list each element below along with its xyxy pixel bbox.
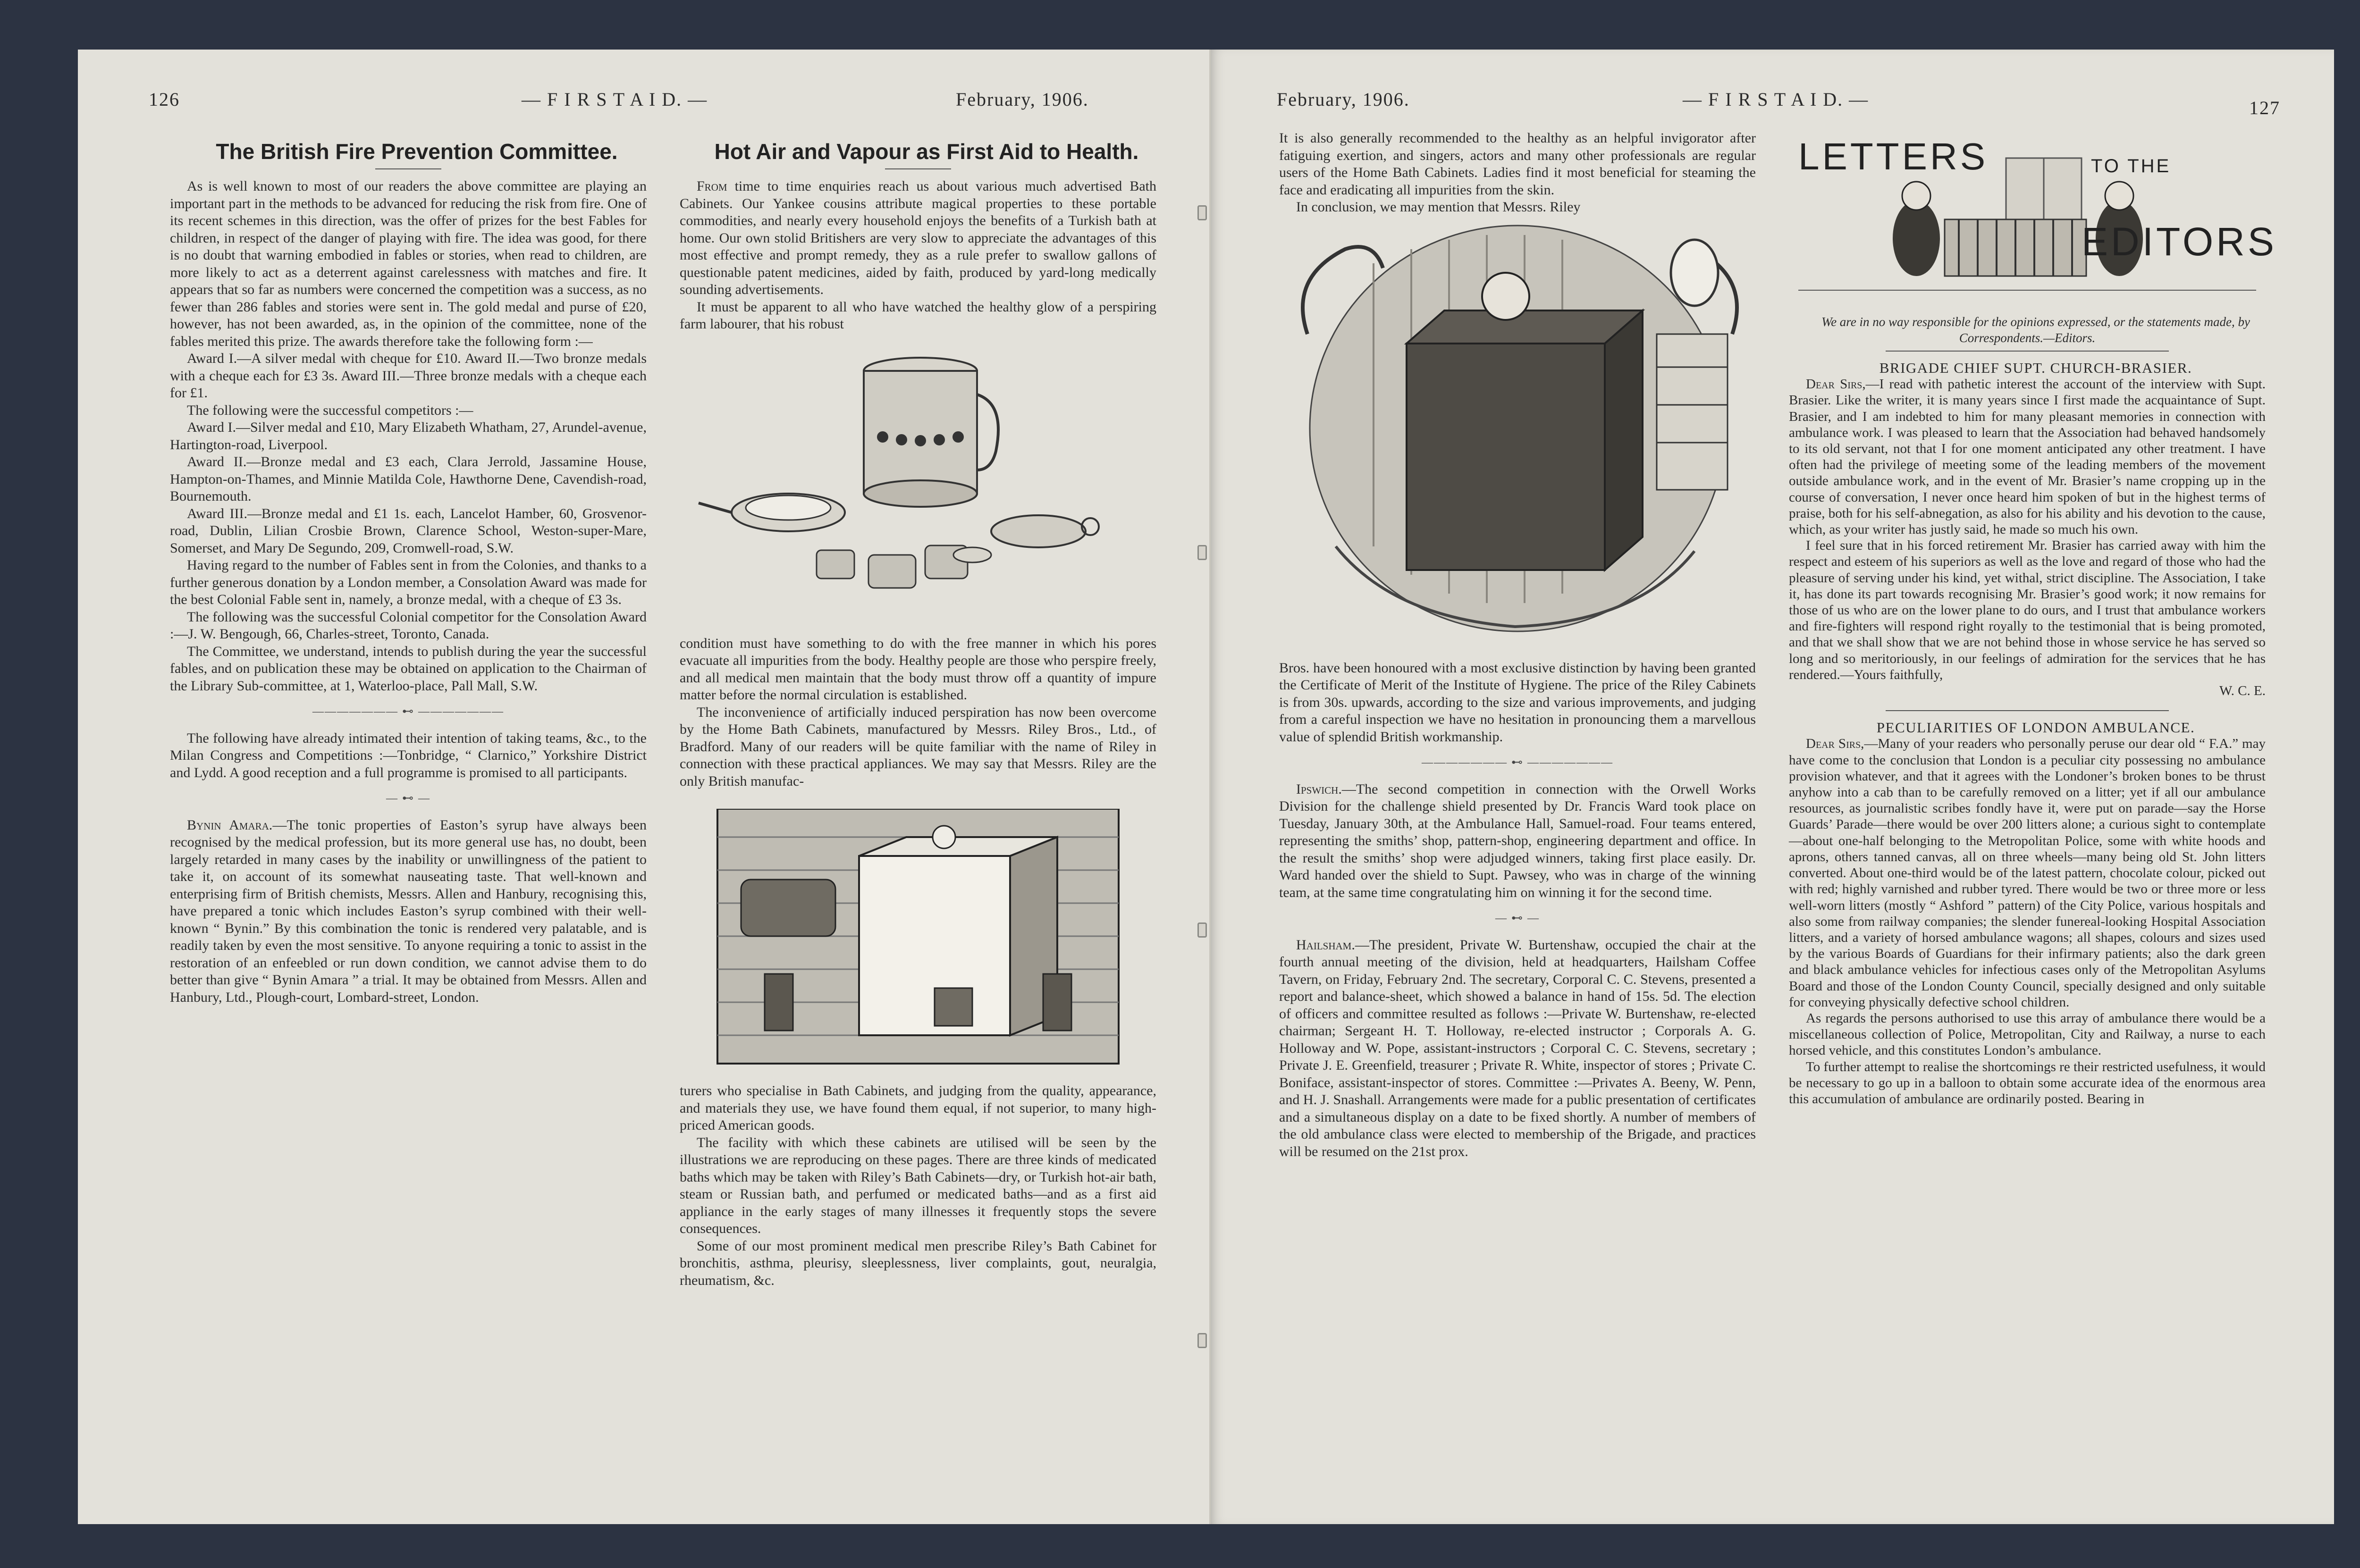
- magazine-spread: [78, 50, 2334, 1524]
- paragraph: The facility with which these cabinets are utilised will be seen by the illustrations we are reproducing on these pages. There are three kinds of medicated baths which may be taken with Riley’s Bath Cabinets—dry, or Turkish hot-air bath, steam or Russian bath, and perfumed or medicated baths—and as a first aid appliance in the early stages of many illnesses it frequently stops the severe consequences.: [680, 1134, 1156, 1236]
- article-heading: The British Fire Prevention Committee.: [216, 139, 618, 164]
- vapour-apparatus-image: [680, 333, 1156, 635]
- running-title: — F I R S T A I D. —: [522, 89, 708, 110]
- drop-lead: From: [697, 178, 727, 194]
- section-rule: [1886, 351, 2169, 352]
- ornament-divider: — ⊷ —: [1495, 912, 1540, 924]
- letter-text: —Many of your readers who personally peruse our dear old “ F.A.” may have come to the conclusion that London is a peculiar city possessing no ambulance provision whatever, and that it agrees with the Londoner’s broken bones to be thrust anyhow into a cab than to be carefully removed on a litter; yet if all our ambulance resources, as journalistic scribes fondly have it, were put on parade—say the Horse Guards’ Parade—there would be over 200 litters alone; a curious sight to contemplate—about one-half belonging to the Metropolitan Police, some with white hoods and aprons, others tanned canvas, all on three wheels—many being old St. John litters converted. About one-third would be of the latest pattern, chocolate colour, picked out with red; highly varnished and rubber tyred. There would be two or three more or less well-worn litters (mostly “ Ashford ” pattern) of the City Police, various hospitals and also some from railway companies; the slender funereal-looking Hospital Association litters, and a variety of horsed ambulance wagons; all shapes, colours and sizes used by the various Boards of Guardians for their infirmary patients; also the dark green and black ambulance vehicles for infectious cases only of the Metropolitan Asylums Board and those of the London County Council, specially designed and only suitable for conveying physically defective school children.: [1789, 736, 2266, 1010]
- letter-paragraph: [1789, 376, 2266, 537]
- paragraph: Some of our most prominent medical men prescribe Riley’s Bath Cabinet for bronchitis, asthma, pleurisy, sleeplessness, liver complaints, gout, neuralgia, rheumatism, &c.: [680, 1238, 1156, 1288]
- paragraph: Award II.—Bronze medal and £3 each, Clara Jerrold, Jassamine House, Hampton-on-Thames, and Minnie Matilda Cole, Hawthorne Dene, Cavendish-road, Bournemouth.: [170, 454, 647, 504]
- letter-signature: W. C. E.: [2219, 683, 2266, 699]
- column-fire-prevention: [170, 139, 647, 1006]
- binding-staple: [1197, 922, 1207, 938]
- paragraph: The following have already intimated their intention of taking teams, &c., to the Milan Congress and Competitions :—Tonbridge, “ Clarnico,” Yorkshire District and Lydd. A good reception and a full programme is promised to all participants.: [170, 730, 647, 780]
- paragraph: Award I.—Silver medal and £10, Mary Elizabeth Whatham, 27, Arundel-avenue, Hartington-road, Liverpool.: [170, 419, 647, 453]
- vapour-apparatus-illustration: [680, 333, 1156, 635]
- ipswich-paragraph: [1279, 781, 1756, 902]
- page-date: February, 1906.: [1277, 89, 1410, 110]
- right-page: [1211, 50, 2334, 1524]
- salutation: Dear Sirs,: [1806, 377, 1866, 392]
- cabinet-oval-illustration: [1279, 216, 1756, 660]
- paragraph: It must be apparent to all who have watched the healthy glow of a perspiring farm labourer, that his robust: [680, 299, 1156, 332]
- bath-cabinet-room-image: [680, 809, 1156, 1073]
- ornament-divider: — ⊷ —: [386, 792, 430, 805]
- page-number: 126: [149, 89, 180, 110]
- binding-staple: [1197, 1333, 1207, 1348]
- paragraph: In conclusion, we may mention that Messrs. Riley: [1296, 199, 1581, 215]
- editorial-disclaimer: We are in no way responsible for the opinions expressed, or the statements made, by Correspondents.—Editors.: [1821, 315, 2250, 345]
- paragraph: It is also generally recommended to the healthy as an helpful invigorator after fatiguing exertion, and singers, actors and many other professionals are regular users of the Home Bath Cabinets. Ladies find it most beneficial for steaming the face and eradicating all impurities from the skin.: [1279, 130, 1756, 198]
- binding-staple: [1197, 545, 1207, 560]
- letter-paragraph: As regards the persons authorised to use this array of ambulance there would be a miscellaneous collection of Police, Metropolitan, City and Railway, a nurse to each horsed vehicle, and this constitutes London’s ambulance.: [1789, 1010, 2266, 1058]
- intro-text: time to time enquiries reach us about various much advertised Bath Cabinets. Our Yankee cousins attribute magical properties to these portable commodities, and nearly every household enjoys the benefits of a Turkish bath at home. Our own stolid Britishers are very slow to appreciate the advantages of this most effective and prompt remedy, they as a rule prefer to swallow gallons of questionable patent medicines, aided by faith, produced by yard-long medically sounding advertisements.: [680, 178, 1156, 297]
- paragraph: The following was the successful Colonial competitor for the Consolation Award :—J. W. Bengough, 66, Charles-street, Toronto, Canada.: [170, 609, 647, 642]
- ornament-divider: ——————— ⊷ ———————: [1422, 756, 1613, 769]
- column-hot-air: [680, 139, 1156, 1289]
- hailsham-paragraph: [1279, 937, 1756, 1161]
- paragraph: As is well known to most of our readers the above committee are playing an important part in the methods to be advanced for reducing the risk from fire. One of its recent schemes in this direction, was the offer of prizes for the best Fables for children, in respect of the danger of playing with fire. The idea was good, for there is no doubt that warning embodied in fables or stories, when read to children, are more likely to act as a deterrent against carelessness with matches and fire. It appears that so far as numbers were concerned the competition was a success, as no fewer than 286 fables and stories were sent in. The gold medal and purse of £20, however, has not been awarded, as, in the opinion of the committee, none of the fables merited this prize. The awards therefore take the following form :—: [170, 178, 647, 349]
- hailsham-lead: Hailsham.: [1296, 937, 1355, 953]
- paragraph: The inconvenience of artificially induced perspiration has now been overcome by the Home Bath Cabinets, manufactured by Messrs. Riley Bros., Ltd., of Bradford. Many of our readers will be quite familiar with the name of Riley in connection with these practical appliances. We may say that Messrs. Riley are the only British manufac-: [680, 704, 1156, 789]
- paragraph: Award I.—A silver medal with cheque for £10. Award II.—Two bronze medals with a cheque each for £3 3s. Award III.—Three bronze medals with a cheque each for £1.: [170, 351, 647, 401]
- letter-text: —I read with pathetic interest the account of the interview with Supt. Brasier. Like the writer, it is many years since I first made the acquaintance of Supt. Brasier, and I am indebted to him for many pleasant memories in connection with ambulance work. I was pleased to learn that the Association had behaved handsomely to its old servant, not that I for one moment anticipated any other treatment. I have often had the privilege of meeting some of the leading members of the movement outside ambulance work, and in the event of Mr. Brasier’s name cropping up in the course of conversation, I never once heard him spoken of but in the highest terms of praise, both for his self-abnegation, as also for his ability and his devotion to the cause, which, as your writer has justly said, he made so much his own.: [1789, 377, 2266, 537]
- running-title: — F I R S T A I D. —: [1683, 89, 1869, 110]
- banner-editors-word: EDITORS: [2082, 219, 2277, 264]
- paragraph: The following were the successful competitors :—: [187, 402, 473, 418]
- page-number: 127: [2249, 97, 2280, 118]
- column-riley-and-news: [1279, 130, 1756, 1160]
- banner-letters-word: LETTERS: [1798, 135, 1989, 177]
- paragraph: The Committee, we understand, intends to publish during the year the successful fables, and on publication these may be obtained on application to the Chairman of the Library Sub-committee, at 1, Waterloo-place, Pall Mall, S.W.: [170, 643, 647, 694]
- paragraph: Having regard to the number of Fables sent in from the Colonies, and thanks to a further generous donation by a London member, a Consolation Award was made for the best Colonial Fable sent in, namely, a bronze medal, with a cheque of £3 3s.: [170, 557, 647, 607]
- bynin-text: —The tonic properties of Easton’s syrup have always been recognised by the medical profession, but its more general use has, no doubt, been largely retarded in many cases by the inability or unwillingness of the patient to take it, on account of its somewhat nauseating taste. That well-known and enterprising firm of British chemists, Messrs. Allen and Hanbury, recognising this, have prepared a tonic which includes Easton’s syrup combined with their well-known “ Bynin.” By this combination the tonic is rendered very palatable, and is readily taken by even the most sensitive. To anyone requiring a tonic to assist in the restoration of an enfeebled or run down condition, we cannot advise them to do better than give “ Bynin Amara ” a trial. It may be obtained from Messrs. Allen and Hanbury, Ltd., Plough-court, Lombard-street, London.: [170, 817, 647, 1005]
- letter-title: PECULIARITIES OF LONDON AMBULANCE.: [1876, 719, 2195, 736]
- banner-to-the: TO THE: [2091, 156, 2171, 176]
- letters-banner: [1789, 135, 2277, 314]
- left-page: [78, 50, 1211, 1524]
- heading-rule: [885, 168, 951, 169]
- letter-paragraph: I feel sure that in his forced retirement Mr. Brasier has carried away with him the respect and esteem of his superiors as well as the love and regard of those who had the pleasure of serving under his kind, yet withal, strict discipline. The Association, I take it, has done its part towards recognising Mr. Brasier’s good work; it now remains for those of us who are on the lower plane to do ours, and I trust that ambulance workers and fire-fighters will respond right royally to the testimonial that is being promoted, and that we shall show that we are not behind those in whose service he has served so long and so meritoriously, in our feelings of admiration for the services that he has rendered.—Yours faithfully,: [1789, 538, 2266, 682]
- bynin-paragraph: [170, 817, 647, 1006]
- ipswich-lead: Ipswich.: [1296, 781, 1342, 797]
- letter-paragraph: [1789, 736, 2266, 1010]
- ipswich-text: —The second competition in connection with the Orwell Works Division for the challenge shield presented by Dr. Francis Ward took place on Tuesday, January 30th, at the Ambulance Hall, Samuel-road. Four teams entered, representing the smiths’ shop, pattern-shop, engineering department and office. In the result the smiths’ shop were adjudged winners, taking first place easily. Dr. Ward handed over the shield to Supt. Pawsey, who was in charge of the winning team, at the same time congratulating him on winning it for the second time.: [1279, 781, 1756, 900]
- paragraph: condition must have something to do with the free manner in which his pores evacuate all impurities from the body. Healthy people are those who perspire freely, and all medical men maintain that the body must throw off a quantity of impure matter before the normal circulation is established.: [680, 635, 1156, 703]
- salutation: Dear Sirs,: [1806, 736, 1864, 752]
- bynin-lead: Bynin Amara.: [187, 817, 273, 833]
- column-letters: [1789, 135, 2277, 1107]
- letter-paragraph: To further attempt to realise the shortcomings re their restricted usefulness, it would be necessary to go up in a balloon to obtain some accurate idea of the enormous area this accumulation of ambulance are ordinarily posted. Bearing in: [1789, 1059, 2266, 1107]
- paragraph: Bros. have been honoured with a most exclusive distinction by having been granted the Certificate of Merit of the Institute of Hygiene. The price of the Riley Cabinets is from 30s. upwards, according to the size and various improvements, and judging from a careful inspection we have no hesitation in pronouncing them a marvellous value of splendid British workmanship.: [1279, 660, 1756, 745]
- ornament-divider: ——————— ⊷ ———————: [312, 705, 504, 718]
- hailsham-text: —The president, Private W. Burtenshaw, occupied the chair at the fourth annual meeting of the division, held at headquarters, Hailsham Coffee Tavern, on Friday, February 2nd. The secretary, Corporal C. C. Stevens, presented a report and balance-sheet, which showed a balance in hand of 15s. 5d. The election of officers and committee resulted as follows :—Private W. Burtenshaw, re-elected chairman; Sergeant H. T. Holloway, re-elected instructor ; Corporals A. G. Holloway and W. Pope, assistant-instructors ; Corporal C. C. Stevens, secretary ; Private J. E. Greenfield, treasurer ; Private R. White, inspector of stores ; Private C. Boniface, assistant-inspector of stores. Committee :—Privates A. Beeny, W. Penn, and H. J. Snashall. Arrangements were made for a public presentation of certificates and a simultaneous display on a date to be fixed shortly. A number of members of the old ambulance class were elected to membership of the Brigade, and practices will be resumed on the 21st prox.: [1279, 937, 1756, 1159]
- binding-staple: [1197, 205, 1207, 220]
- bath-cabinet-room-illustration: [680, 809, 1156, 1082]
- paragraph: turers who specialise in Bath Cabinets, and judging from the quality, appearance, and materials they use, we have found them equal, if not superior, to many high-priced American goods.: [680, 1083, 1156, 1133]
- heading-rule: [375, 168, 441, 169]
- article-heading: Hot Air and Vapour as First Aid to Health.: [714, 139, 1139, 164]
- paragraph: [680, 178, 1156, 299]
- paragraph: Award III.—Bronze medal and £1 1s. each, Lancelot Hamber, 60, Grosvenor-road, Dublin, Lilian Crosbie Brown, Clarence School, Weston-super-Mare, Somerset, and Mary De Segundo, 209, Cromwell-road, S.W.: [170, 505, 647, 556]
- cabinet-oval-image: [1279, 216, 1756, 660]
- section-rule: [1886, 710, 2169, 711]
- page-date: February, 1906.: [956, 89, 1089, 110]
- letter-title: BRIGADE CHIEF SUPT. CHURCH-BRASIER.: [1879, 360, 2192, 376]
